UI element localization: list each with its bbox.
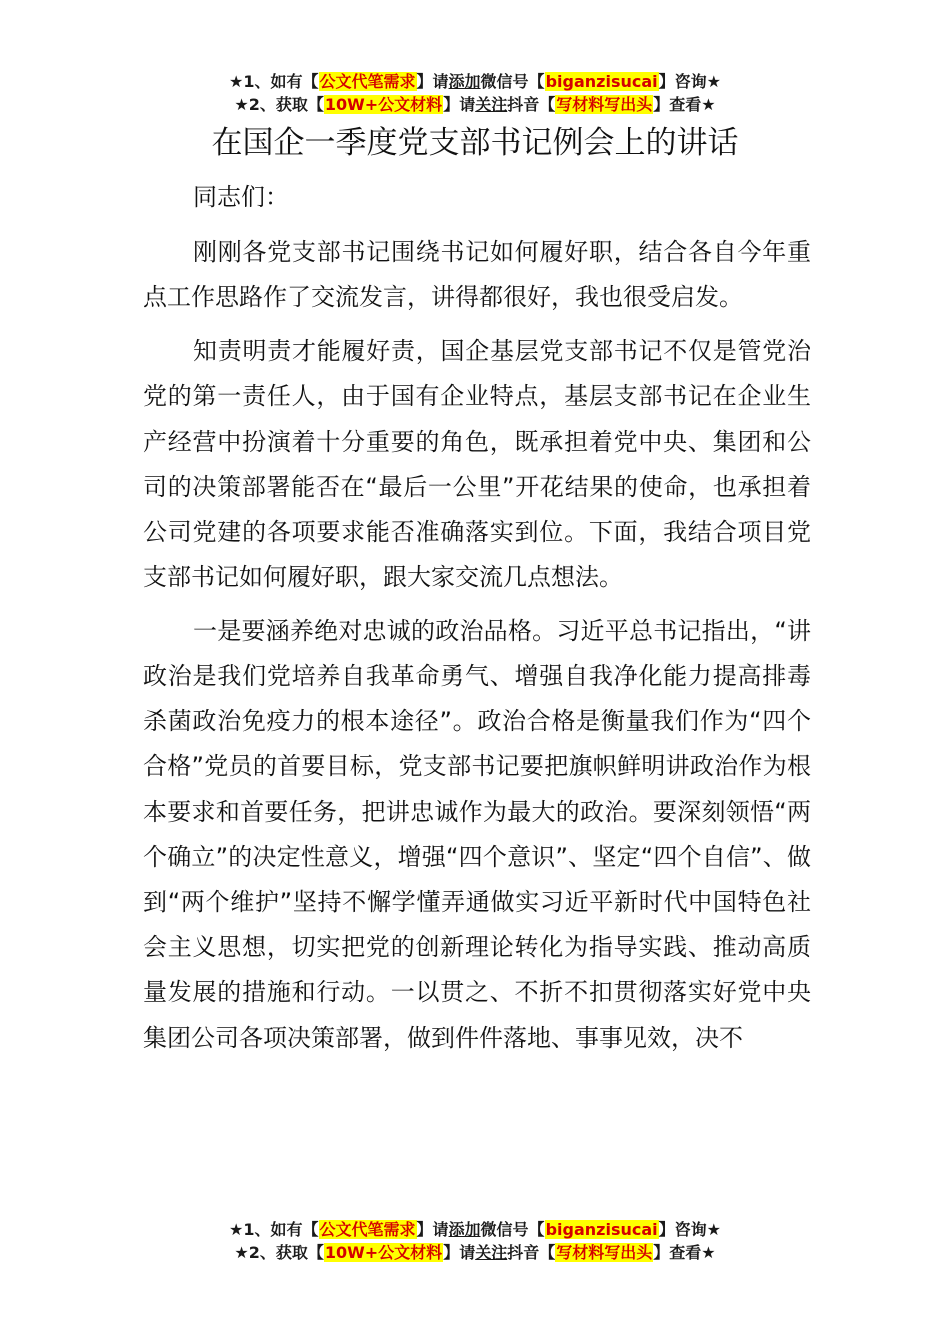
- banner-highlight: 公文代笔需求: [319, 72, 416, 91]
- banner-text: 微信号【: [480, 1220, 545, 1239]
- salutation: 同志们：: [193, 183, 289, 211]
- paragraph: 一是要涵养绝对忠诚的政治品格。习近平总书记指出，“讲政治是我们党培养自我革命勇气、增强自我净化能力提高排毒杀菌政治免疫力的根本途径”。政治合格是衡量我们作为“四个合格”党员的首要目标，党支部书记要把旗帜鲜明讲政治作为根本要求和首要任务，把讲忠诚作为最大的政治。要深刻领悟“两个确立”的决定性意义，增强“四个意识”、坚定“四个自信”、做到“两个维护”坚持不懈学懂弄通做实习近平新时代中国特色社会主义思想，切实把党的创新理论转化为指导实践、推动高质量发展的措施和行动。一以贯之、不折不扣贯彻落实好党中央集团公司各项决策部署，做到件件落地、事事见效，决不: [143, 616, 811, 1052]
- footer-banner: [0, 1218, 950, 1264]
- banner-text: 】咨询★: [658, 1220, 721, 1239]
- banner-wechat-id: biganzisucai: [545, 72, 658, 91]
- paragraph: 知责明责才能履好责，国企基层党支部书记不仅是管党治党的第一责任人，由于国有企业特点，基层支部书记在企业生产经营中扮演着十分重要的角色，既承担着党中央、集团和公司的决策部署能否在“最后一公里”开花结果的使命，也承担着公司党建的各项要求能否准确落实到位。下面，我结合项目党支部书记如何履好职，跟大家交流几点想法。: [143, 337, 811, 592]
- banner-douyin-account: 写材料写出头: [556, 1243, 653, 1262]
- banner-text: ★2、获取【: [234, 95, 324, 114]
- banner-text: 】请: [416, 72, 449, 91]
- banner-text: 抖音【: [507, 95, 556, 114]
- document-title: 在国企一季度党支部书记例会上的讲话: [211, 125, 739, 161]
- banner-underlined-text: 关注: [475, 95, 508, 114]
- banner-text: 抖音【: [507, 1243, 556, 1262]
- banner-text: 】请: [416, 1220, 449, 1239]
- header-banner: [0, 70, 950, 116]
- banner-line-2: [0, 1241, 950, 1264]
- banner-text: 】咨询★: [658, 72, 721, 91]
- banner-text: ★1、如有【: [229, 1220, 319, 1239]
- banner-line-1: [0, 70, 950, 93]
- banner-text: ★2、获取【: [234, 1243, 324, 1262]
- banner-highlight: 公文代笔需求: [319, 1220, 416, 1239]
- document-body: [143, 175, 811, 1069]
- banner-underlined-text: 添加: [448, 72, 481, 91]
- banner-underlined-text: 添加: [448, 1220, 481, 1239]
- banner-highlight: 10W+公文材料: [324, 1243, 443, 1262]
- banner-line-1: [0, 1218, 950, 1241]
- banner-douyin-account: 写材料写出头: [556, 95, 653, 114]
- banner-underlined-text: 关注: [475, 1243, 508, 1262]
- paragraph: 刚刚各党支部书记围绕书记如何履好职，结合各自今年重点工作思路作了交流发言，讲得都很好，我也很受启发。: [143, 238, 811, 312]
- banner-highlight: 10W+公文材料: [324, 95, 443, 114]
- banner-text: 】请: [443, 1243, 476, 1262]
- banner-text: 】查看★: [653, 1243, 716, 1262]
- banner-text: 】查看★: [653, 95, 716, 114]
- banner-line-2: [0, 93, 950, 116]
- banner-text: 微信号【: [480, 72, 545, 91]
- banner-text: ★1、如有【: [229, 72, 319, 91]
- banner-wechat-id: biganzisucai: [545, 1220, 658, 1239]
- banner-text: 】请: [443, 95, 476, 114]
